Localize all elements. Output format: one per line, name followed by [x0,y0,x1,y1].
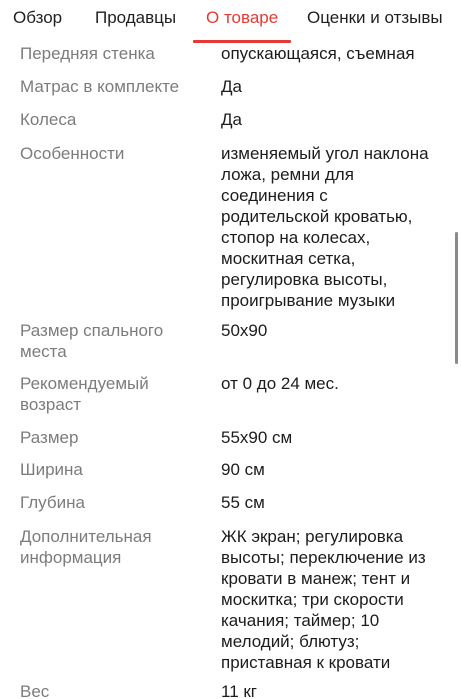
tab-reviews[interactable]: Оценки и отзывы [307,8,443,27]
spec-label: Размер спального места [20,321,164,361]
spec-label: Глубина [20,493,85,512]
spec-value: от 0 до 24 мес. [221,374,339,393]
spec-value: изменяемый угол наклона ложа, ремни для соединения с родительской кроватью, стопор на колесах, москитная сетка, регулировка высоты, проигрывание музыки [221,144,429,310]
spec-label: Матрас в комплекте [20,77,180,96]
spec-label: Размер [20,428,79,447]
spec-label: Колеса [20,110,77,129]
tab-sellers[interactable]: Продавцы [95,8,177,27]
spec-value: ЖК экран; регулировка высоты; переключение из кровати в манеж; тент и москитка; три скорости качания; таймер; 10 мелодий; блютуз; приставная к кровати [221,527,426,672]
spec-value: 55x90 см [221,428,293,447]
spec-label: Рекомендуемый возраст [20,374,149,414]
spec-label: Передняя стенка [20,44,155,63]
spec-label: Вес [20,682,50,699]
spec-value: Да [221,110,242,129]
spec-value: 11 кг [221,682,258,699]
spec-value: опускающаяся, съемная [221,44,415,63]
active-tab-indicator [193,40,291,43]
spec-value: 50x90 [221,321,268,340]
spec-label: Особенности [20,144,125,163]
tab-about-product[interactable]: О товаре [206,8,279,27]
spec-value: Да [221,77,242,96]
spec-value: 90 см [221,460,265,479]
spec-label: Дополнительная информация [20,527,152,567]
scrollbar[interactable] [455,232,458,364]
tab-overview[interactable]: Обзор [13,8,63,27]
spec-value: 55 см [221,493,265,512]
spec-label: Ширина [20,460,83,479]
tab-bar [0,0,461,44]
